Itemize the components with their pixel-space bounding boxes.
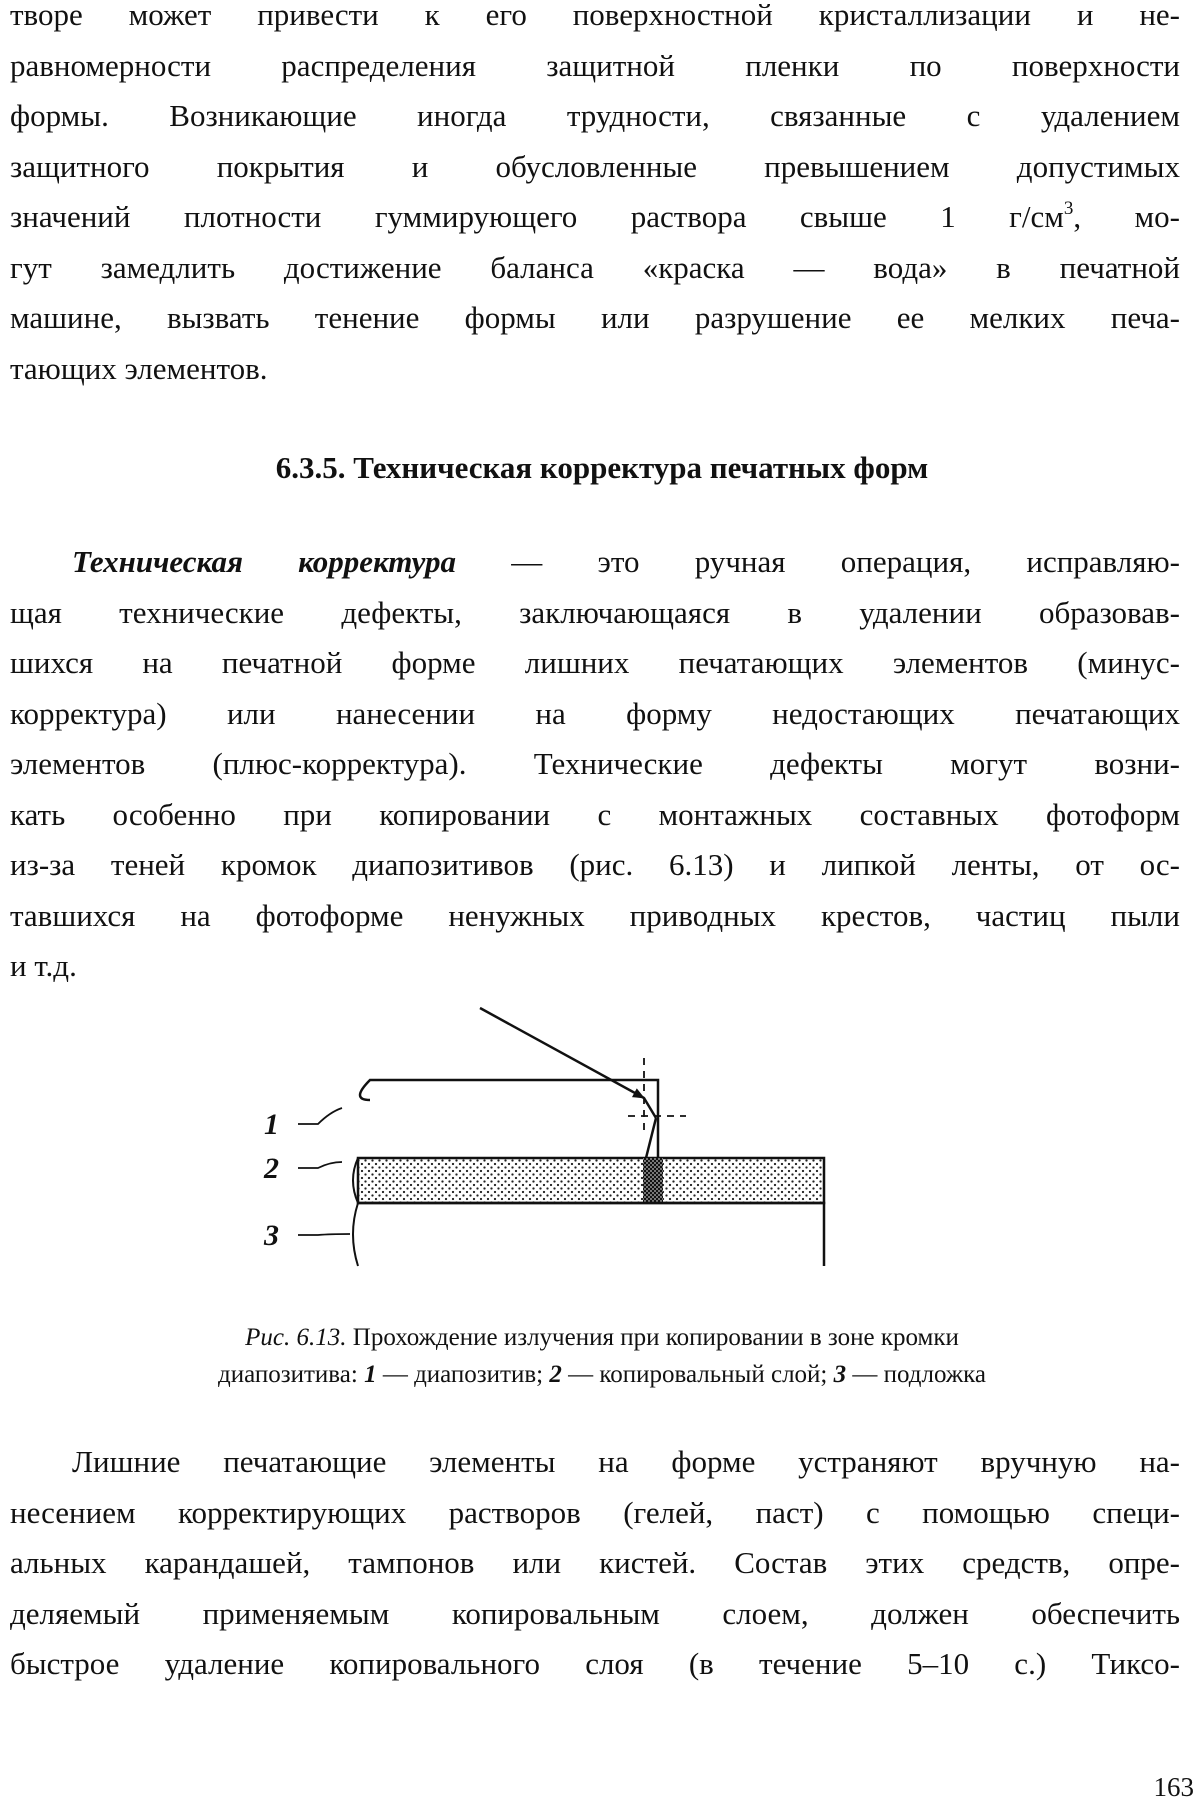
superscript: 3 [1063, 197, 1074, 219]
text-line: шихся на печатной форме лишних печатающих элементов (минус- [10, 645, 1180, 680]
text-line: тающих элементов. [10, 350, 268, 386]
defined-term: Техническая корректура [72, 544, 456, 579]
legend-number: 3 [833, 1361, 847, 1388]
copy-layer [358, 1158, 824, 1203]
leader-line-3 [298, 1234, 350, 1235]
text-line: творе может привести к его поверхностной кристаллизации и не- [10, 0, 1180, 32]
refracted-ray [644, 1098, 656, 1118]
legend-number: 1 [364, 1361, 377, 1388]
text-fragment: значений плотности гуммирующего раствора свыше 1 г/см [10, 199, 1064, 234]
ray-tail [646, 1118, 656, 1158]
text-line-with-superscript [10, 192, 1180, 243]
page-number: 163 [1153, 1772, 1194, 1802]
paragraph-continuation [10, 0, 1180, 394]
text-line: корректура) или нанесении на форму недостающих печатающих [10, 695, 1180, 731]
label-3: 3 [264, 1219, 279, 1252]
figure-caption [0, 1319, 1204, 1393]
text-fragment: , мо- [1073, 199, 1180, 234]
exposed-zone [643, 1158, 663, 1203]
text-line: гут замедлить достижение баланса «краска — вода» в печатной [10, 249, 1180, 285]
diapositive-layer [360, 1080, 658, 1158]
caption-text: Прохождение излучения при копировании в зоне кромки [346, 1324, 959, 1351]
leader-line-1 [298, 1108, 342, 1124]
text-line: машине, вызвать тенение формы или разрушение ее мелких печа- [10, 300, 1180, 335]
figure-diagram [264, 1008, 830, 1268]
substrate-layer [358, 1203, 824, 1266]
text-line: щая технические дефекты, заключающаяся в удалении образовав- [10, 594, 1180, 630]
label-1: 1 [264, 1108, 279, 1141]
text-fragment: — это ручная операция, исправляю- [455, 544, 1180, 579]
text-line: защитного покрытия и обусловленные превышением допустимых [10, 148, 1180, 184]
text-line-with-term [10, 537, 1180, 588]
text-line: из-за теней кромок диапозитивов (рис. 6.13) и липкой ленты, от ос- [10, 847, 1180, 882]
legend-number: 2 [549, 1361, 562, 1388]
caption-line [0, 1319, 1204, 1356]
text-line: и т.д. [10, 948, 77, 983]
text-line: Лишние печатающие элементы на форме устраняют вручную на- [72, 1444, 1180, 1479]
text-line: несением корректирующих растворов (гелей, паст) с помощью специ- [10, 1494, 1180, 1530]
text-line: элементов (плюс-корректура). Технические дефекты могут возни- [10, 746, 1180, 781]
caption-text: диапозитива: [217, 1361, 365, 1388]
leader-line-2 [298, 1162, 342, 1168]
figure-label: Рис. 6.13. [245, 1324, 347, 1351]
text-line: альных карандашей, тампонов или кистей. Состав этих средств, опре- [10, 1545, 1180, 1580]
text-line: кать особенно при копировании с монтажных составных фотоформ [10, 796, 1180, 832]
light-ray-arrow [480, 1008, 644, 1098]
text-line: тавшихся на фотоформе ненужных приводных крестов, частиц пыли [10, 897, 1180, 933]
paragraph-definition [10, 537, 1180, 992]
caption-text: — копировальный слой; [561, 1361, 834, 1388]
text-line: равномерности распределения защитной пленки по поверхности [10, 47, 1180, 83]
caption-text: — диапозитив; [376, 1361, 550, 1388]
text-line: быстрое удаление копировального слоя (в течение 5–10 с.) Тиксо- [10, 1646, 1180, 1681]
paragraph-correction [10, 1437, 1180, 1690]
caption-text: — подложка [846, 1361, 987, 1388]
label-2: 2 [264, 1152, 279, 1185]
text-line: деляемый применяемым копировальным слоем, должен обеспечить [10, 1595, 1180, 1631]
text-line: формы. Возникающие иногда трудности, связанные с удалением [10, 98, 1180, 133]
caption-line [0, 1356, 1204, 1393]
section-heading: 6.3.5. Техническая корректура печатных форм [275, 450, 929, 485]
